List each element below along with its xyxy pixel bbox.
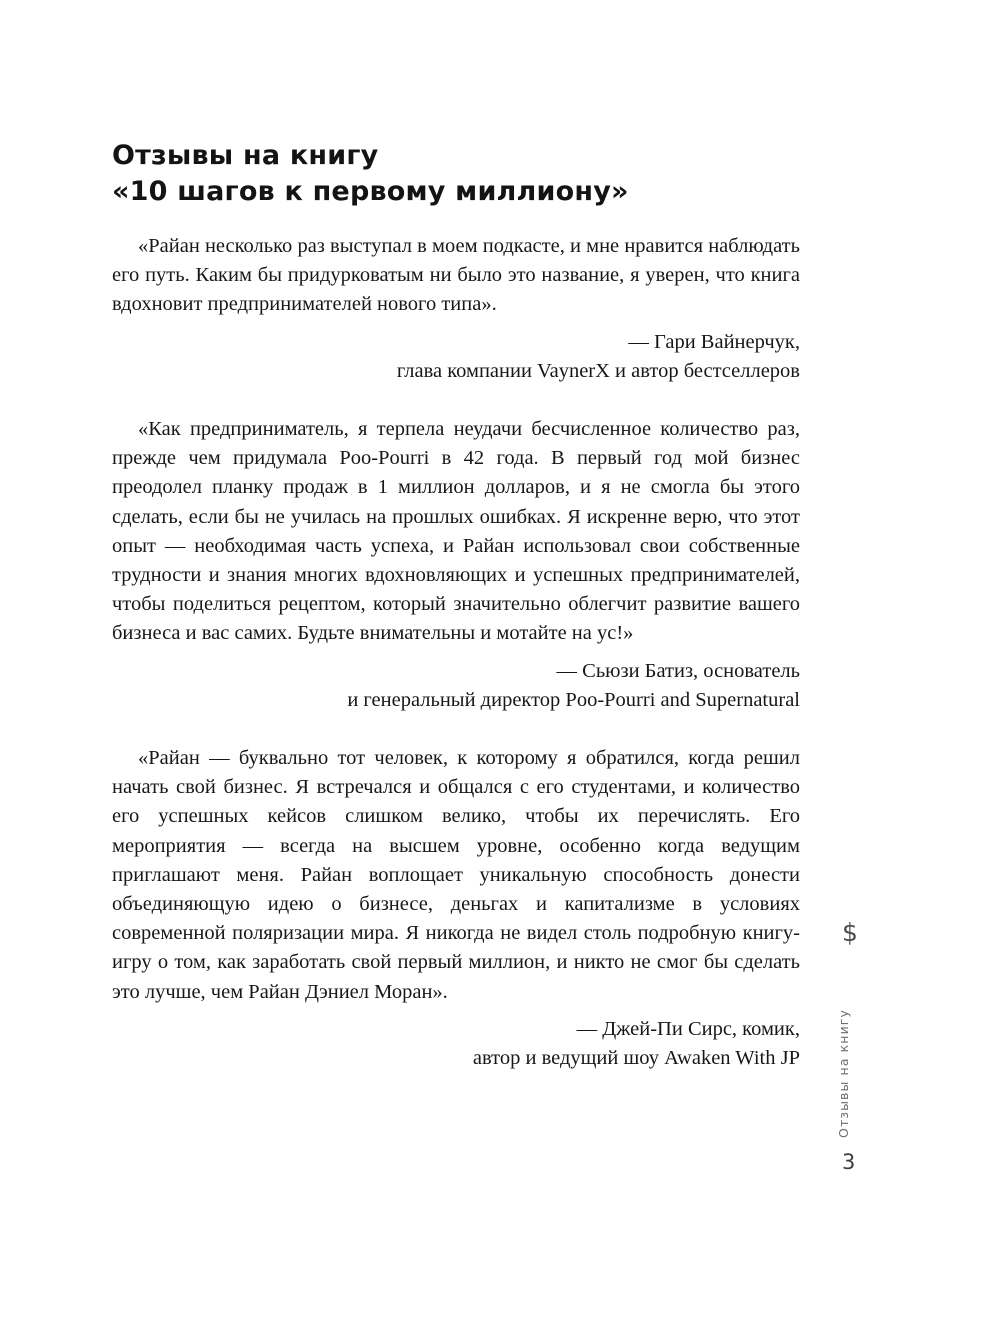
testimonial-attribution [112, 328, 800, 386]
testimonial-block-1 [112, 232, 800, 386]
testimonials-column [112, 232, 800, 1073]
attribution-role: автор и ведущий шоу Awaken With JP [472, 1047, 800, 1070]
spacer [112, 1007, 800, 1015]
page-title-line-2: «10 шагов к первому миллиону» [112, 176, 629, 207]
testimonial-block-2 [112, 415, 800, 715]
testimonial-text: «Райан несколько раз выступал в моем подкасте, и мне нравится наблюдать его путь. Каким бы придурковатым ни было это название, я уверен, что книга вдохновит предпринимателей нового типа». [112, 235, 800, 316]
testimonial-block-3 [112, 744, 800, 1073]
testimonial-attribution [112, 657, 800, 715]
attribution-name: — Гари Вайнерчук, [628, 330, 800, 353]
spacer [112, 320, 800, 328]
attribution-name: — Сьюзи Батиз, основатель [556, 659, 800, 682]
page-number: 3 [842, 1150, 856, 1174]
margin-rail [828, 920, 888, 1190]
testimonial-attribution [112, 1015, 800, 1073]
testimonial-text: «Райан — буквально тот человек, к которому я обратился, когда решил начать свой бизнес. Я встречался и общался с его студентами, и количество его успешных кейсов слишком велико, чтобы их перечислять. Его мероприятия — всегда на высшем уровне, особенно когда ведущим приглашают меня. Райан воплощает уникальную способность донести объединяющую идею о бизнесе, деньгах и капитализме в условиях современной поляризации мира. Я никогда не видел столь подробную книгу-игру о том, как заработать свой первый миллион, и никто не смог бы сделать это лучше, чем Райан Дэниел Моран». [112, 747, 800, 1003]
spacer [112, 386, 800, 415]
spacer [112, 715, 800, 744]
page-title [112, 138, 812, 210]
attribution-role: глава компании VaynerX и автор бестселлеров [396, 359, 800, 382]
dollar-icon: $ [842, 918, 858, 947]
running-head: Отзывы на книгу [836, 1009, 851, 1138]
attribution-name: — Джей-Пи Сирс, комик, [576, 1017, 800, 1040]
page-title-line-1: Отзывы на книгу [112, 140, 379, 171]
testimonial-text: «Как предприниматель, я терпела неудачи бесчисленное количество раз, прежде чем придумала Poo-Pourri в 42 года. В первый год мой бизнес преодолел планку продаж в 1 миллион долларов, и я не смогла бы этого сделать, если бы не училась на прошлых ошибках. Я искренне верю, что этот опыт — необходимая часть успеха, и Райан использовал свои собственные трудности и знания многих вдохновляющих и успешных предпринимателей, чтобы поделиться рецептом, который значительно облегчит развитие вашего бизнеса и вас самих. Будьте внимательны и мотайте на ус!» [112, 418, 800, 645]
attribution-role: и генеральный директор Poo-Pourri and Supernatural [347, 688, 800, 711]
spacer [112, 649, 800, 657]
